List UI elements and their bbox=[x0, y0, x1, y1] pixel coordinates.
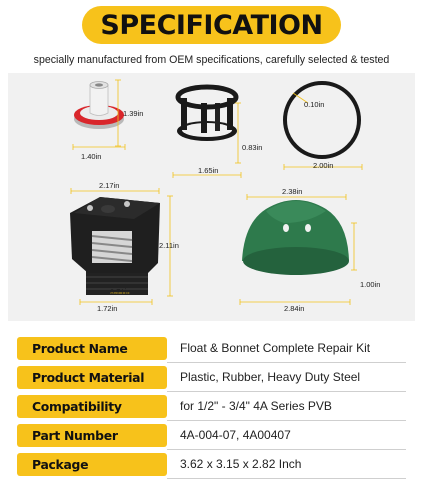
float-height-label: 1.39in bbox=[123, 109, 144, 118]
spec-row bbox=[17, 363, 406, 392]
cage-part bbox=[177, 87, 237, 141]
cap-top-label: 2.38in bbox=[282, 187, 303, 196]
spec-value: 4A-004-07, 4A00407 bbox=[180, 428, 291, 442]
bonnet-height-label: 2.11in bbox=[159, 241, 179, 250]
float-width-label: 1.40in bbox=[81, 152, 102, 161]
spec-label: Product Name bbox=[17, 337, 167, 360]
spec-value: Float & Bonnet Complete Repair Kit bbox=[180, 341, 371, 355]
spec-row bbox=[17, 334, 406, 363]
spec-label: Part Number bbox=[17, 424, 167, 447]
spec-label: Compatibility bbox=[17, 395, 167, 418]
spec-row bbox=[17, 392, 406, 421]
row-divider bbox=[167, 478, 406, 479]
spec-value: Plastic, Rubber, Heavy Duty Steel bbox=[180, 370, 361, 384]
bonnet-width-label: 2.17in bbox=[99, 181, 120, 190]
spec-value: for 1/2" - 3/4" 4A Series PVB bbox=[180, 399, 332, 413]
product-illustration-panel bbox=[8, 73, 415, 321]
spec-row bbox=[17, 450, 406, 479]
cage-height-label: 0.83in bbox=[242, 143, 263, 152]
bonnet-base-label: 1.72in bbox=[97, 304, 118, 313]
spec-table bbox=[17, 334, 406, 479]
spec-label: Package bbox=[17, 453, 167, 476]
cap-height-label: 1.00in bbox=[360, 280, 381, 289]
cage-width-label: 1.65in bbox=[198, 166, 219, 175]
bonnet-thread-label: 0.71in bbox=[110, 287, 131, 296]
spec-value: 3.62 x 3.15 x 2.82 Inch bbox=[180, 457, 302, 471]
green-cap-part bbox=[242, 200, 349, 275]
parts-illustration bbox=[8, 73, 415, 321]
page-title: SPECIFICATION bbox=[100, 9, 323, 41]
page-subtitle: specially manufactured from OEM specifications, carefully selected & tested bbox=[33, 54, 390, 66]
bonnet-part bbox=[70, 197, 160, 295]
title-banner bbox=[82, 6, 341, 44]
spec-row bbox=[17, 421, 406, 450]
oring-part bbox=[285, 83, 359, 157]
spec-label: Product Material bbox=[17, 366, 167, 389]
oring-diameter-label: 2.00in bbox=[313, 161, 334, 170]
float-part bbox=[74, 82, 124, 130]
cap-bottom-label: 2.84in bbox=[284, 304, 305, 313]
oring-thickness-label: 0.10in bbox=[304, 100, 325, 109]
